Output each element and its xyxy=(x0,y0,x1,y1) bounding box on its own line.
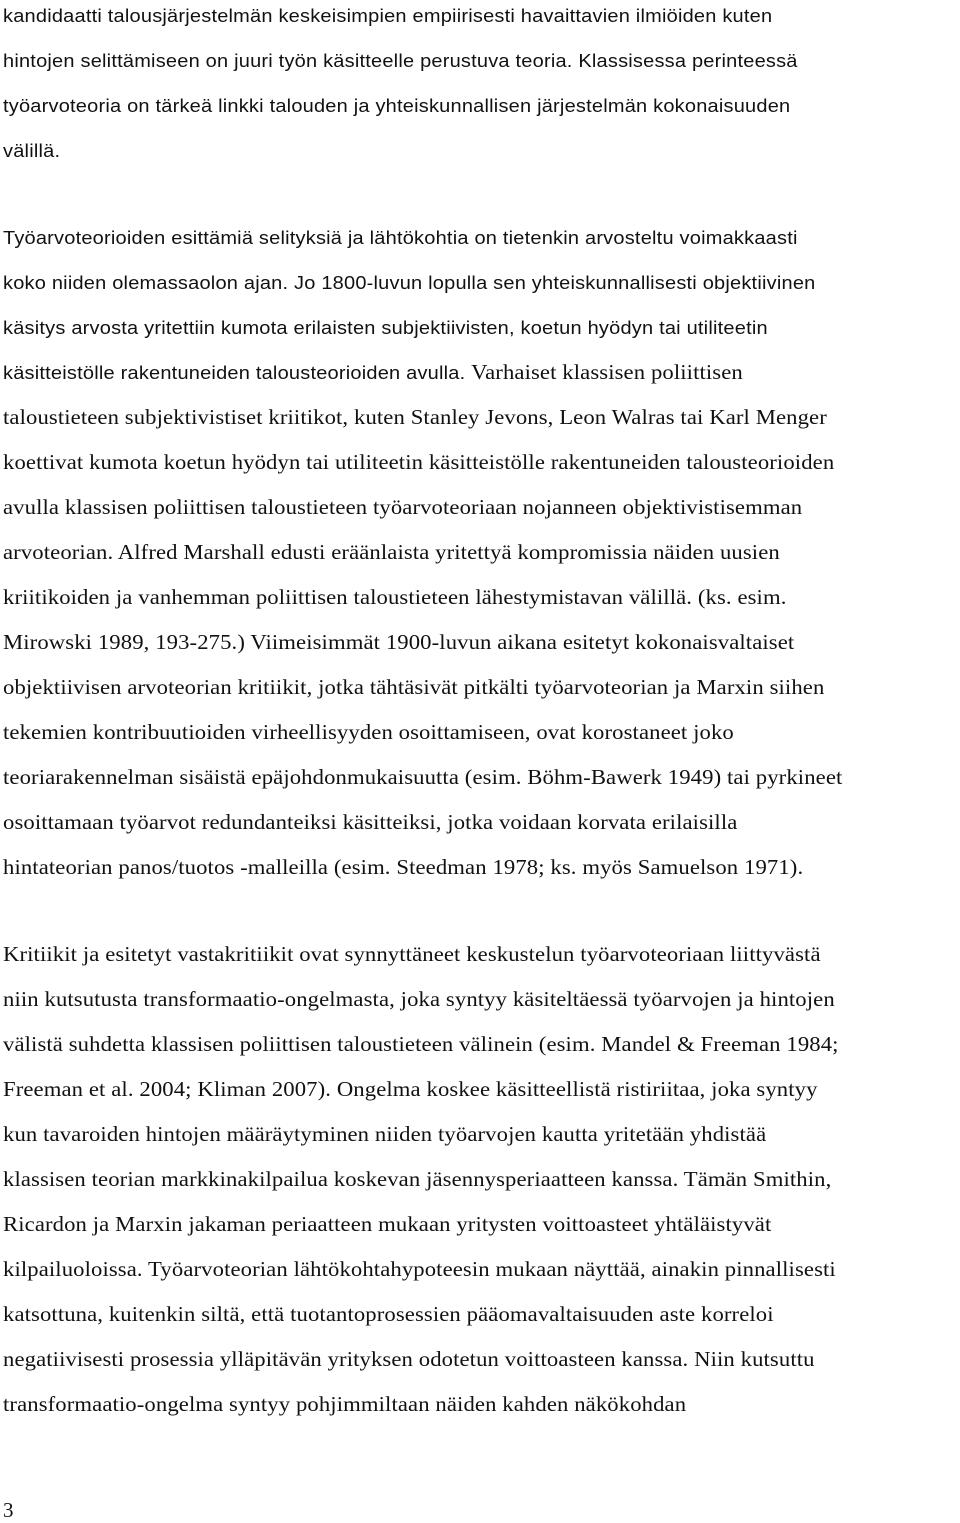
text-segment: koko niiden olemassaolon ajan. xyxy=(3,272,295,293)
text-line xyxy=(3,1391,686,1417)
text-line xyxy=(3,1211,771,1237)
text-line xyxy=(3,584,787,610)
text-line xyxy=(3,1256,836,1282)
text-line xyxy=(3,764,842,790)
text-segment: tekemien kontribuutioiden virheellisyyden osoittamiseen, ovat korostaneet joko xyxy=(3,720,734,744)
text-line xyxy=(3,449,834,475)
text-segment: Työarvoteorioiden esittämiä selityksiä ja lähtökohtia on tietenkin arvosteltu voimakkaasti xyxy=(3,227,798,248)
text-segment: hintateorian panos/tuotos -malleilla (esim. Steedman 1978; ks. myös Samuelson 1971). xyxy=(3,855,804,879)
text-segment: katsottuna, kuitenkin siltä, että tuotantoprosessien pääomavaltaisuuden aste korreloi xyxy=(3,1302,774,1326)
text-segment: kun tavaroiden hintojen määräytyminen niiden työarvojen kautta yritetään yhdistää xyxy=(3,1122,767,1146)
text-line xyxy=(3,1031,839,1057)
text-segment: koettivat kumota koetun hyödyn tai utiliteetin käsitteistölle rakentuneiden talousteorioiden xyxy=(3,450,835,474)
text-line xyxy=(3,47,798,74)
text-line xyxy=(3,1121,766,1147)
text-segment: klassisen teorian markkinakilpailua koskevan jäsennysperiaatteen kanssa. Tämän Smithin, xyxy=(3,1167,832,1191)
text-segment: objektiivisen arvoteorian kritiikit, jotka tähtäsivät pitkälti työarvoteorian ja Marxin siihen xyxy=(3,675,825,699)
text-segment: välistä suhdetta klassisen poliittisen taloustieteen välinein (esim. Mandel & Freeman 1984; xyxy=(3,1032,839,1056)
text-segment: Jo 1800-luvun lopulla sen yhteiskunnallisesti objektiivinen xyxy=(294,272,816,293)
text-segment: työarvoteoria on tärkeä linkki talouden ja yhteiskunnallisen järjestelmän kokonaisuuden xyxy=(3,95,791,116)
text-line xyxy=(3,1346,815,1372)
text-segment: Varhaiset klassisen poliittisen xyxy=(471,360,743,384)
text-segment: teoriarakennelman sisäistä epäjohdonmukaisuutta (esim. Böhm-Bawerk 1949) tai pyrkineet xyxy=(3,765,843,789)
text-segment: transformaatio-ongelma syntyy pohjimmiltaan näiden kahden näkökohdan xyxy=(3,1392,687,1416)
text-line xyxy=(3,674,824,700)
text-segment: käsitteistölle rakentuneiden talousteorioiden avulla. xyxy=(3,362,472,383)
text-segment: kilpailuoloissa. Työarvoteorian lähtökohtahypoteesin mukaan näyttää, ainakin pinnallisesti xyxy=(3,1257,836,1281)
text-line xyxy=(3,1301,774,1327)
text-line xyxy=(3,92,790,119)
page-number: 3 xyxy=(3,1498,14,1522)
text-line xyxy=(3,941,821,967)
text-segment: Freeman et al. 2004; Kliman 2007). Ongelma koskee käsitteellistä ristiriitaa, joka syntyy xyxy=(3,1077,818,1101)
text-line xyxy=(3,1166,831,1192)
text-line xyxy=(3,359,743,386)
text-segment: negatiivisesti prosessia ylläpitävän yrityksen odotetun voittoasteen kanssa. Niin kutsuttu xyxy=(3,1347,815,1371)
text-segment: arvoteorian. Alfred Marshall edusti eräänlaista yritettyä kompromissia näiden uusien xyxy=(3,540,780,564)
text-segment: avulla klassisen poliittisen taloustieteen työarvoteoriaan nojanneen objektivistisemman xyxy=(3,495,803,519)
text-segment: hintojen selittämiseen on juuri työn käsitteelle perustuva teoria. Klassisessa perinteessä xyxy=(3,50,798,71)
text-line xyxy=(3,137,60,164)
text-line xyxy=(3,1076,818,1102)
text-line xyxy=(3,494,802,520)
text-segment: osoittamaan työarvot redundanteiksi käsitteiksi, jotka voidaan korvata erilaisilla xyxy=(3,810,738,834)
text-segment: Ricardon ja Marxin jakaman periaatteen mukaan yritysten voittoasteet yhtäläistyvät xyxy=(3,1212,772,1236)
text-segment: taloustieteen subjektivistiset kriitikot, kuten Stanley Jevons, Leon Walras tai Karl Menger xyxy=(3,405,827,429)
text-line xyxy=(3,986,835,1012)
text-line xyxy=(3,629,794,655)
text-segment: välillä. xyxy=(3,140,61,161)
text-segment: käsitys arvosta yritettiin kumota erilaisten subjektiivisten, koetun hyödyn tai utiliteetin xyxy=(3,317,768,338)
text-line xyxy=(3,269,815,296)
text-segment: niin kutsutusta transformaatio-ongelmasta, joka syntyy käsiteltäessä työarvojen ja hintojen xyxy=(3,987,835,1011)
text-segment: kriitikoiden ja vanhemman poliittisen taloustieteen lähestymistavan välillä. (ks. esim. xyxy=(3,585,787,609)
text-line xyxy=(3,404,827,430)
text-line xyxy=(3,719,734,745)
text-line xyxy=(3,854,803,880)
text-segment: kandidaatti talousjärjestelmän keskeisimpien empiirisesti havaittavien ilmiöiden kuten xyxy=(3,5,773,26)
text-line xyxy=(3,314,768,341)
text-line xyxy=(3,224,798,251)
text-line xyxy=(3,809,737,835)
text-line xyxy=(3,539,780,565)
text-segment: Mirowski 1989, 193-275.) Viimeisimmät 1900-luvun aikana esitetyt kokonaisvaltaiset xyxy=(3,630,795,654)
text-line xyxy=(3,2,772,29)
text-segment: Kritiikit ja esitetyt vastakritiikit ovat synnyttäneet keskustelun työarvoteoriaan liittyvästä xyxy=(3,942,821,966)
